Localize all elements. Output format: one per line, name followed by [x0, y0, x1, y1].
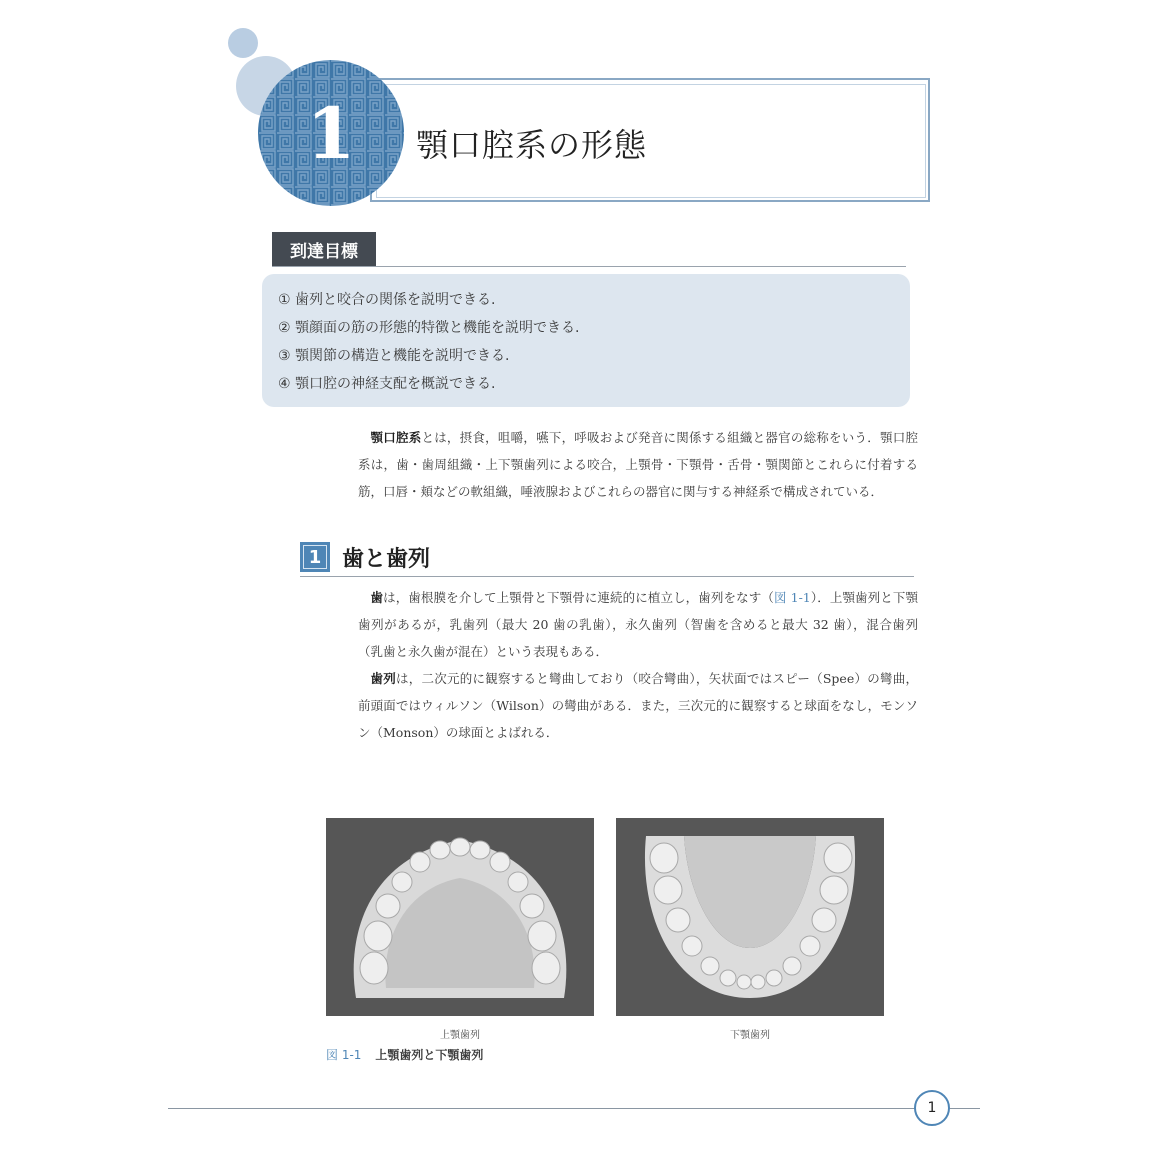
- goals-label: 到達目標: [272, 232, 376, 266]
- decor-dot-small: [228, 28, 258, 58]
- upper-dentition-photo: [326, 818, 594, 1016]
- goal-item: ① 歯列と咬合の関係を説明できる.: [278, 292, 496, 308]
- para1-text-b: ）．上顎歯列と下顎歯列があるが，乳歯列（最大 20 歯の乳歯），永久歯列（智歯を含めると最大 32 歯），混合歯列（乳歯と永久歯が混在）という表現もある．: [358, 590, 918, 659]
- figure-title: 上顎歯列と下顎歯列: [375, 1048, 484, 1062]
- figure-reference-link[interactable]: 図 1-1: [773, 590, 811, 605]
- section-rule: [300, 576, 914, 577]
- chapter-number-badge: [258, 60, 404, 206]
- term-dentition: 歯列: [370, 671, 397, 686]
- term-tooth: 歯: [370, 590, 384, 605]
- section-number-badge: [300, 542, 330, 572]
- goal-item: ④ 顎口腔の神経支配を概説できる.: [278, 376, 496, 392]
- goal-item: ② 顎顔面の筋の形態的特徴と機能を説明できる.: [278, 320, 580, 336]
- intro-paragraph: [358, 424, 918, 505]
- intro-term: 顎口腔系: [370, 430, 422, 445]
- figure-caption: [326, 1046, 483, 1063]
- chapter-title: 顎口腔系の形態: [416, 126, 648, 164]
- page-number: 1: [914, 1090, 950, 1126]
- goals-rule: [272, 266, 906, 267]
- lower-dentition-photo: [616, 818, 884, 1016]
- section-paragraph-1: [358, 584, 918, 665]
- section-body: [358, 584, 918, 746]
- figure-number: 図 1-1: [326, 1048, 362, 1062]
- goal-item: ③ 顎関節の構造と機能を説明できる.: [278, 348, 510, 364]
- lower-photo-caption: 下顎歯列: [730, 1030, 770, 1041]
- section-paragraph-2: [358, 665, 918, 746]
- footer-rule: [168, 1108, 980, 1109]
- upper-photo-caption: 上顎歯列: [440, 1030, 480, 1041]
- para2-text: は，二次元的に観察すると彎曲しており（咬合彎曲），矢状面ではスピー（Spee）の彎曲，前頭面ではウィルソン（Wilson）の彎曲がある．また，三次元的に観察すると球面をなし，モンソン（Monson）の球面とよばれる．: [358, 671, 918, 740]
- section-title: 歯と歯列: [342, 547, 431, 572]
- section-number: 1: [308, 546, 322, 568]
- chapter-number: 1: [306, 91, 356, 175]
- intro-text: とは，摂食，咀嚼，嚥下，呼吸および発音に関係する組織と器官の総称をいう．顎口腔系は，歯・歯周組織・上下顎歯列による咬合，上顎骨・下顎骨・舌骨・顎関節とこれらに付着する筋，口唇・頬などの軟組織，唾液腺およびこれらの器官に関与する神経系で構成されている．: [358, 430, 918, 499]
- para1-text-a: は，歯根膜を介して上顎骨と下顎骨に連続的に植立し，歯列をなす（: [383, 590, 774, 605]
